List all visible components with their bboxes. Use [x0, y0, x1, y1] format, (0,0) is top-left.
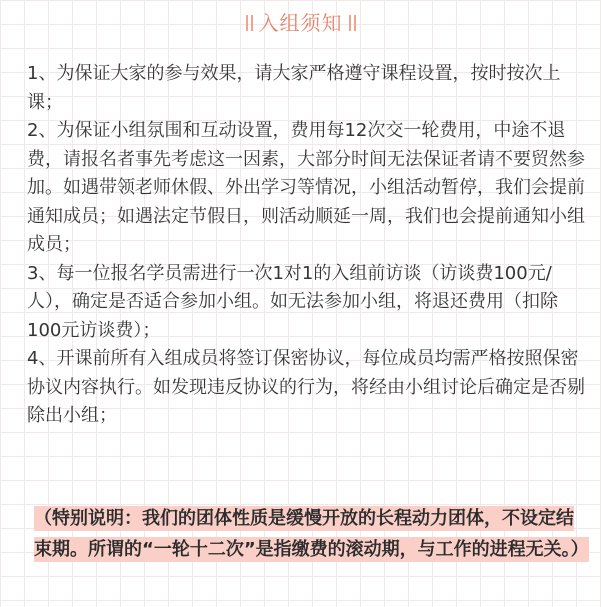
page-title-group — [246, 8, 356, 38]
special-note-text: （特别说明：我们的团体性质是缓慢开放的长程动力团体，不设定结束期。所谓的“一轮十二次”是指缴费的滚动期，与工作的进程无关。） — [34, 508, 589, 560]
rule-item-2: 2、为保证小组氛围和互动设置，费用每12次交一轮费用，中途不退费，请报名者事先考虑这一因素，大部分时间无法保证者请不要贸然参加。如遇带领老师休假、外出学习等情况，小组活动暂停，我们会提前通知成员；如遇法定节假日，则活动顺延一周，我们也会提前通知小组成员； — [27, 120, 585, 255]
special-note — [24, 503, 590, 565]
page-title: 入组须知 — [258, 11, 343, 35]
right-divider-bars-icon — [349, 14, 356, 32]
special-note-paragraph — [24, 503, 590, 565]
title-area — [0, 8, 601, 38]
rule-item-3: 3、每一位报名学员需进行一次1对1的入组前访谈（访谈费100元/人），确定是否适合参加小组。如无法参加小组，将退还费用（扣除100元访谈费）； — [27, 262, 558, 341]
left-divider-bars-icon — [246, 14, 253, 32]
rule-item-4: 4、开课前所有入组成员将签订保密协议，每位成员均需严格按照保密协议内容执行。如发现违反协议的行为，将经由小组讨论后确定是否剔除出小组； — [27, 348, 585, 426]
rule-item-1: 1、为保证大家的参与效果，请大家严格遵守课程设置，按时按次上课； — [27, 63, 561, 113]
rules-list — [27, 60, 587, 431]
